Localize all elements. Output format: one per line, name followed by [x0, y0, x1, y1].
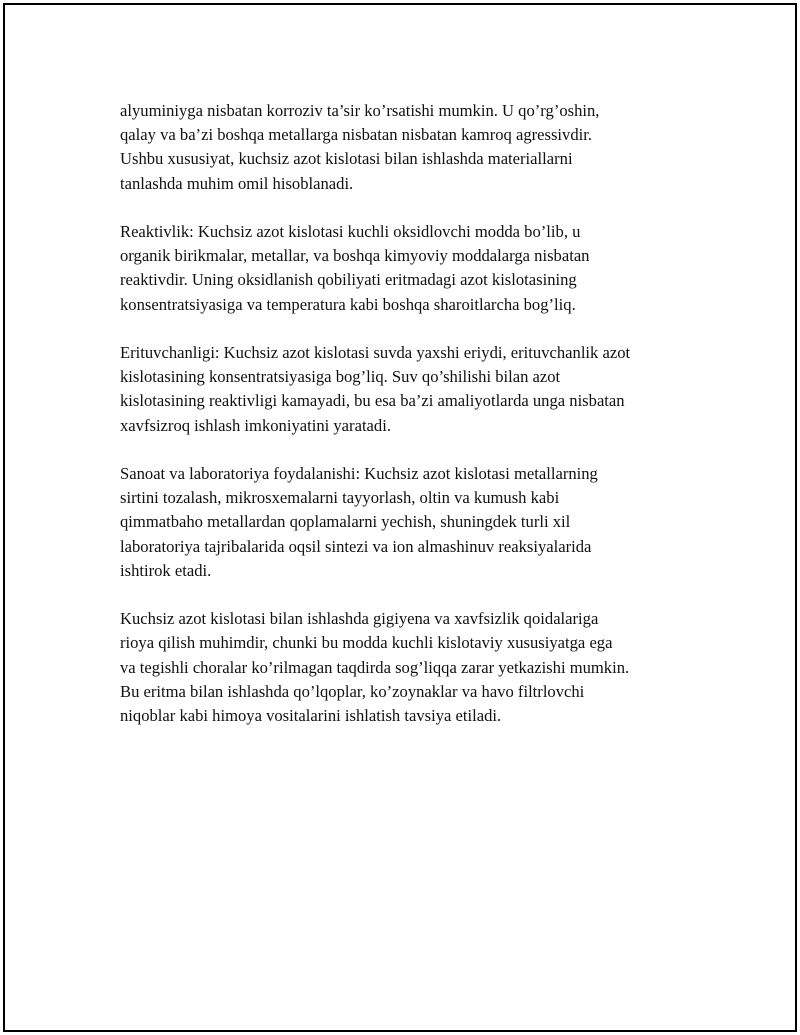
page-frame [3, 3, 797, 1032]
text-line: alyuminiyga nisbatan korroziv ta’sir ko’rsatishi mumkin. U qo’rg’oshin, [120, 101, 600, 120]
text-line: niqoblar kabi himoya vositalarini ishlatish tavsiya etiladi. [120, 706, 502, 726]
text-line: Erituvchanligi: Kuchsiz azot kislotasi suvda yaxshi eriydi, erituvchanlik azot [120, 343, 631, 362]
paragraph-safety [120, 607, 700, 728]
text-line: Sanoat va laboratoriya foydalanishi: Kuchsiz azot kislotasi metallarning [120, 464, 598, 483]
text-line: Ushbu xususiyat, kuchsiz azot kislotasi bilan ishlashda materiallarni [120, 149, 573, 169]
paragraph-industrial-use [120, 462, 700, 583]
document-body [120, 99, 700, 752]
text-line: qalay va ba’zi boshqa metallarga nisbatan nisbatan kamroq agressivdir. [120, 125, 593, 145]
text-line: tanlashda muhim omil hisoblanadi. [120, 173, 354, 193]
text-line: va tegishli choralar ko’rilmagan taqdirda sog’liqqa zarar yetkazishi mumkin. [120, 657, 630, 677]
text-line: laboratoriya tajribalarida oqsil sintezi va ion almashinuv reaksiyalarida [120, 536, 592, 556]
text-line: qimmatbaho metallardan qoplamalarni yechish, shuningdek turli xil [120, 512, 571, 532]
text-line: Bu eritma bilan ishlashda qo’lqoplar, ko’zoynaklar va havo filtrlovchi [120, 681, 585, 701]
text-line: ishtirok etadi. [120, 560, 212, 580]
text-line: sirtini tozalash, mikrosxemalarni tayyorlash, oltin va kumush kabi [120, 488, 560, 508]
text-line: organik birikmalar, metallar, va boshqa kimyoviy moddalarga nisbatan [120, 246, 590, 266]
text-line: kislotasining konsentratsiyasiga bog’liq. Suv qo’shilishi bilan azot [120, 367, 561, 387]
paragraph-reactivity [120, 220, 700, 317]
text-line: reaktivdir. Uning oksidlanish qobiliyati eritmadagi azot kislotasining [120, 270, 577, 290]
text-line: Reaktivlik: Kuchsiz azot kislotasi kuchli oksidlovchi modda bo’lib, u [120, 222, 581, 241]
paragraph-corrosion [120, 99, 700, 196]
text-line: kislotasining reaktivligi kamayadi, bu esa ba’zi amaliyotlarda unga nisbatan [120, 391, 625, 411]
text-line: Kuchsiz azot kislotasi bilan ishlashda gigiyena va xavfsizlik qoidalariga [120, 609, 599, 629]
text-line: konsentratsiyasiga va temperatura kabi boshqa sharoitlarcha bog’liq. [120, 294, 576, 314]
paragraph-solubility [120, 341, 700, 438]
text-line: xavfsizroq ishlash imkoniyatini yaratadi. [120, 415, 391, 435]
text-line: rioya qilish muhimdir, chunki bu modda kuchli kislotaviy xususiyatga ega [120, 633, 613, 653]
